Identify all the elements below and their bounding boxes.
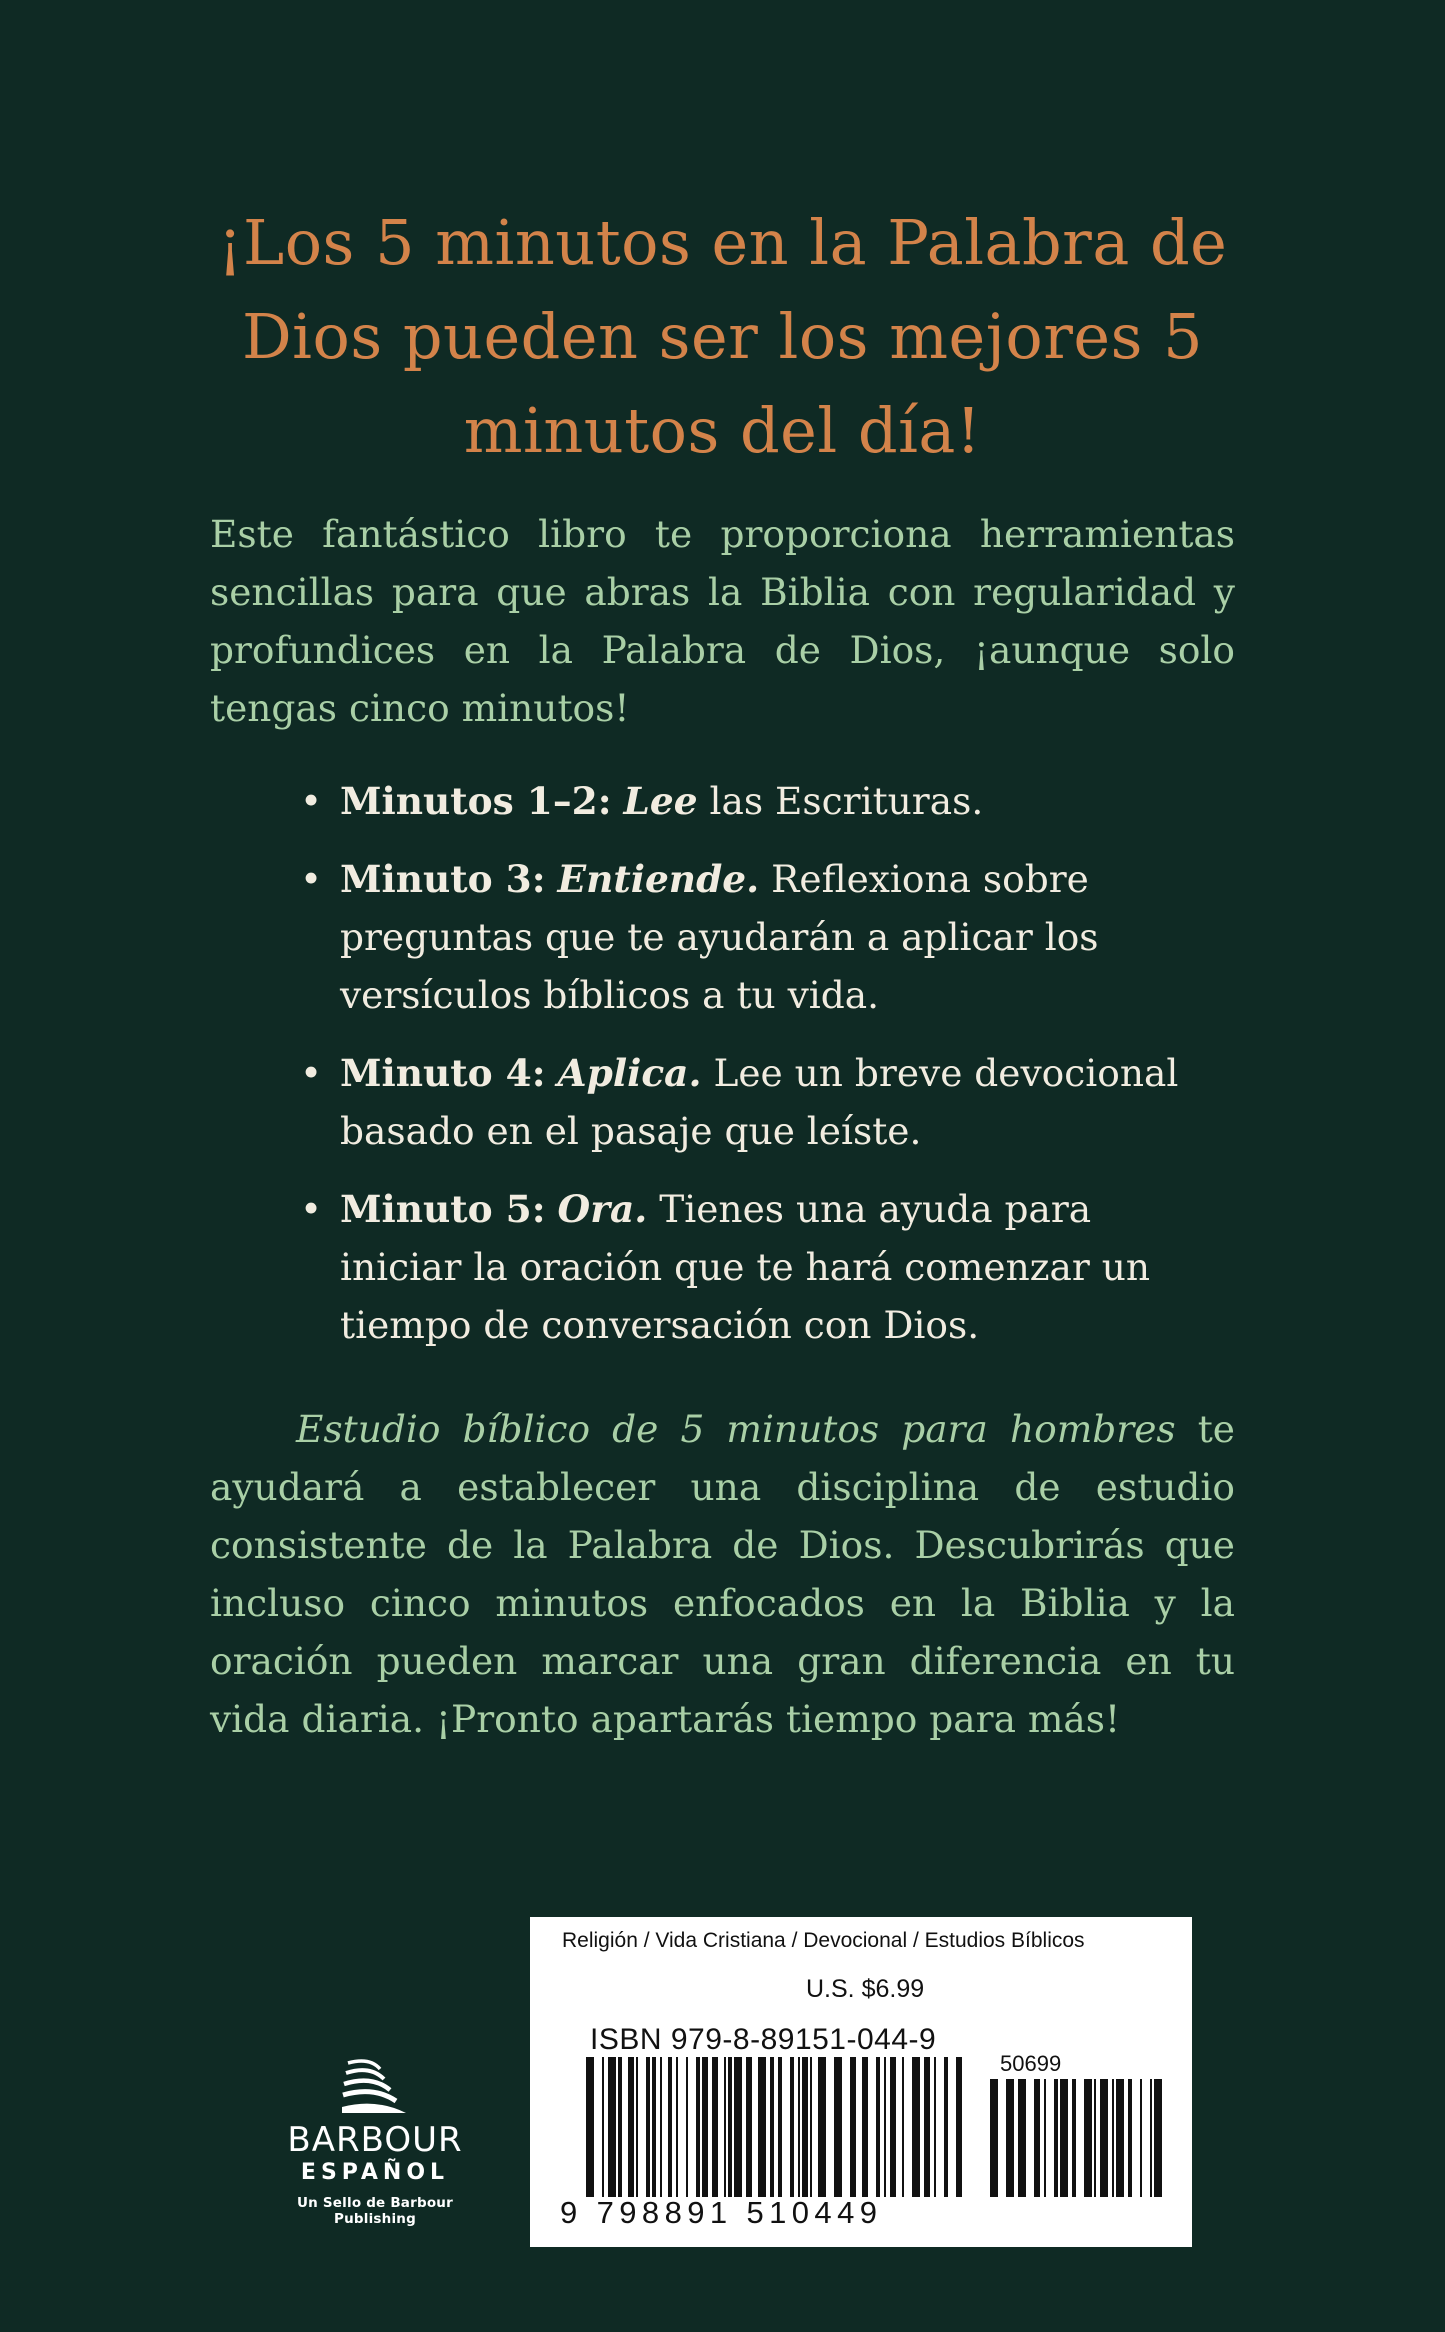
barcode-bar — [652, 2057, 656, 2197]
barcode-bar — [884, 2057, 886, 2197]
barcode-bar — [646, 2057, 650, 2197]
barcode-bar — [628, 2057, 634, 2197]
publisher-brand: BARBOUR — [287, 2120, 463, 2160]
barcode-bar — [902, 2057, 904, 2197]
barcode-bar — [1054, 2079, 1058, 2197]
book-title: Estudio bíblico de 5 minutos para hombres — [296, 1407, 1176, 1451]
open-book-logo-icon — [340, 2055, 410, 2117]
barcode-bar — [686, 2057, 688, 2197]
barcode-bar — [1150, 2079, 1152, 2197]
barcode-bar — [1006, 2079, 1014, 2197]
barcode-bar — [712, 2057, 718, 2197]
bullet-text: Reflexiona sobre preguntas que te ayudarán a aplicar los versículos bíblicos a tu vida. — [340, 857, 1099, 1017]
barcode-bar — [1140, 2079, 1142, 2197]
barcode-bar — [890, 2057, 896, 2197]
barcode-bar — [608, 2057, 616, 2197]
minutes-list — [300, 772, 1200, 1374]
isbn-barcode — [586, 2057, 962, 2197]
addon-barcode — [990, 2079, 1170, 2197]
barcode-bar — [660, 2057, 662, 2197]
closing-paragraph — [210, 1400, 1235, 1748]
barcode-bar — [1112, 2079, 1114, 2197]
barcode-bar — [1060, 2079, 1068, 2197]
barcode-bar — [1094, 2079, 1096, 2197]
bullet-text: Tienes una ayuda para iniciar la oración que te hará comenzar un tiempo de conversación con Dios. — [340, 1187, 1151, 1347]
bullet-keyword: Ora. — [557, 1187, 648, 1231]
intro-paragraph: Este fantástico libro te proporciona herramientas sencillas para que abras la Biblia con regularidad y profundices en la Palabra de Dios, ¡aunque solo tengas cinco minutos! — [210, 512, 1235, 730]
bullet-keyword: Lee — [623, 779, 698, 823]
bullet-keyword: Entiende. — [557, 857, 760, 901]
barcode-bar — [586, 2057, 594, 2197]
barcode-bar — [944, 2057, 948, 2197]
barcode-bar — [810, 2057, 812, 2197]
bullet-text: las Escrituras. — [697, 779, 984, 823]
bullet-icon: • — [300, 779, 323, 823]
barcode-bar — [602, 2057, 604, 2197]
barcode-bar — [876, 2057, 880, 2197]
addon-number: 50699 — [1000, 2051, 1062, 2076]
publisher-logo — [255, 2055, 495, 2250]
headline: ¡Los 5 minutos en la Palabra de Dios pueden ser los mejores 5 minutos del día! — [217, 206, 1228, 467]
bullet-label: Minuto 4: — [340, 1051, 546, 1095]
price-text: U.S. $6.99 — [806, 1975, 925, 2003]
barcode-bar — [1100, 2079, 1108, 2197]
barcode-bar — [696, 2057, 700, 2197]
barcode-bar — [818, 2057, 826, 2197]
bullet-icon: • — [300, 857, 323, 901]
barcode-bar — [770, 2057, 774, 2197]
isbn-text: ISBN 979-8-89151-044-9 — [590, 2023, 937, 2056]
barcode-bar — [746, 2057, 752, 2197]
barcode-bar — [636, 2057, 638, 2197]
barcode-bar — [728, 2057, 732, 2197]
barcode-bar — [912, 2057, 920, 2197]
barcode-bar — [1128, 2079, 1132, 2197]
barcode-bar — [862, 2057, 868, 2197]
barcode-bar — [798, 2057, 800, 2197]
barcode-bar — [1116, 2079, 1124, 2197]
barcode-bar — [1044, 2079, 1046, 2197]
category-text: Religión / Vida Cristiana / Devocional / Estudios Bíblicos — [562, 1929, 1085, 1952]
barcode-bar — [1154, 2079, 1162, 2197]
barcode-bar — [990, 2079, 998, 2197]
barcode-digits: 9 798891 510449 — [560, 2195, 883, 2230]
barcode-bar — [668, 2057, 672, 2197]
bullet-keyword: Aplica. — [557, 1051, 702, 1095]
barcode-bar — [802, 2057, 808, 2197]
barcode-bar — [758, 2057, 766, 2197]
bullet-icon: • — [300, 1051, 323, 1095]
list-item — [300, 772, 1200, 830]
barcode-bar — [790, 2057, 794, 2197]
barcode-bar — [734, 2057, 742, 2197]
barcode-bar — [934, 2057, 936, 2197]
barcode-bar — [618, 2057, 622, 2197]
barcode-bar — [850, 2057, 856, 2197]
barcode-bar — [834, 2057, 842, 2197]
list-item — [300, 1044, 1200, 1160]
barcode-bar — [676, 2057, 678, 2197]
barcode-box — [530, 1917, 1192, 2247]
barcode-bar — [956, 2057, 962, 2197]
barcode-bar — [778, 2057, 782, 2197]
bullet-label: Minuto 5: — [340, 1187, 546, 1231]
list-item — [300, 1180, 1200, 1354]
publisher-sub: ESPAÑOL — [300, 2160, 450, 2185]
bullet-label: Minuto 3: — [340, 857, 546, 901]
barcode-bar — [702, 2057, 708, 2197]
barcode-bar — [1018, 2079, 1026, 2197]
list-item — [300, 850, 1200, 1024]
bullet-label: Minutos 1–2: — [340, 779, 612, 823]
bullet-text: Lee un breve devocional basado en el pasaje que leíste. — [340, 1051, 1179, 1153]
barcode-bar — [1034, 2079, 1040, 2197]
closing-text: te ayudará a establecer una disciplina de estudio consistente de la Palabra de Dios. Descubrirás que incluso cinco minutos enfocados en la Biblia y la oración pueden marcar una gran diferencia en tu vida diaria. ¡Pronto apartarás tiempo para más! — [210, 1407, 1235, 1741]
bullet-icon: • — [300, 1187, 323, 1231]
barcode-bar — [1084, 2079, 1092, 2197]
publisher-imprint: Un Sello de Barbour Publishing — [297, 2195, 453, 2227]
barcode-bar — [924, 2057, 930, 2197]
barcode-bar — [1072, 2079, 1076, 2197]
barcode-bar — [724, 2057, 726, 2197]
